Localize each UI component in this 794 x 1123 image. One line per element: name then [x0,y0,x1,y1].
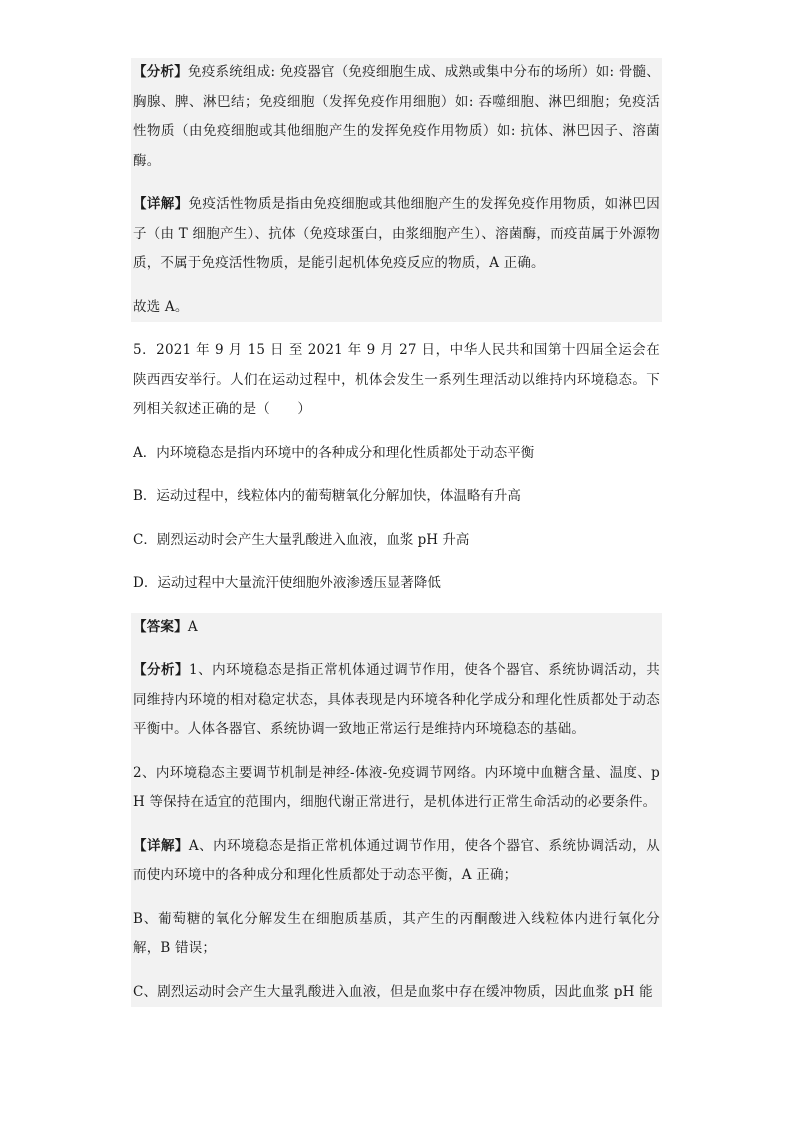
detail-text-2a: A、内环境稳态是指正常机体通过调节作用，使各个器官、系统协调活动，从而使内环境中的各种成分和理化性质都处于动态平衡，A 正确； [133,837,660,883]
detail-paragraph-1 [131,190,662,279]
detail-label: 【详解】 [133,196,189,212]
question-5-stem: 5．2021 年 9 月 15 日 至 2021 年 9 月 27 日，中华人民共和国第十四届全运会在陕西西安举行。人们在运动过程中，机体会发生一系列生理活动以维持内环境稳态。下列相关叙述正确的是（ ） [133,342,660,417]
answer-text: A [187,618,198,635]
analysis-text: 免疫系统组成: 免疫器官（免疫细胞生成、成熟或集中分布的场所）如: 骨髓、胸腺、脾、淋巴结；免疫细胞（发挥免疫作用细胞）如: 吞噬细胞、淋巴细胞；免疫活性物质（由免疫细胞或其他细胞产生的发挥免疫作用物质）如: 抗体、淋巴因子、溶菌酶。 [133,64,661,169]
detail-paragraph-2b: B、葡萄糖的氧化分解发生在细胞质基质，其产生的丙酮酸进入线粒体内进行氧化分解，B 错误； [133,910,660,956]
detail-paragraph-2c: C、剧烈运动时会产生大量乳酸进入血液，但是血浆中存在缓冲物质，因此血浆 pH 能 [133,983,653,1000]
analysis-label: 【分析】 [133,64,188,80]
document-content [131,58,662,1007]
analysis-paragraph-2b: 2、内环境稳态主要调节机制是神经-体液-免疫调节网络。内环境中血糖含量、温度、pH 等保持在适宜的范围内，细胞代谢正常进行，是机体进行正常生命活动的必要条件。 [133,764,660,810]
choice-line: 故选 A。 [133,298,189,315]
question-5-option-c: C．剧烈运动时会产生大量乳酸进入血液，血浆 pH 升高 [133,531,470,548]
analysis-paragraph-1 [131,58,662,176]
analysis-text-2a: 1、内环境稳态是指正常机体通过调节作用，使各个器官、系统协调活动，共同维持内环境的相对稳定状态，具体表现是内环境各种化学成分和理化性质都处于动态平衡中。人体各器官、系统协调一致地正常运行是维持内环境稳态的基础。 [133,662,660,737]
detail-block-2 [131,832,662,1008]
analysis-paragraph-2a [131,656,662,745]
question-5 [131,336,662,599]
answer-label: 【答案】 [133,618,188,635]
question-5-option-a: A．内环境稳态是指内环境中的各种成分和理化性质都处于动态平衡 [133,444,535,461]
analysis-label-2: 【分析】 [133,662,190,678]
answer-line [131,613,662,643]
choice-block-1 [131,293,662,323]
detail-text: 免疫活性物质是指由免疫细胞或其他细胞产生的发挥免疫作用物质，如淋巴因子（由 T 细胞产生）、抗体（免疫球蛋白，由浆细胞产生）、溶菌酶，而疫苗属于外源物质，不属于免疫活性物质，是能引起机体免疫反应的物质，A 正确。 [133,196,660,271]
detail-label-2: 【详解】 [133,837,189,854]
analysis-block-1 [131,58,662,176]
question-5-option-d: D．运动过程中大量流汗使细胞外液渗透压显著降低 [133,575,441,591]
detail-paragraph-2a [131,832,662,891]
analysis-block-2 [131,656,662,818]
answer-block [131,613,662,643]
detail-block-1 [131,190,662,279]
question-5-option-b: B．运动过程中，线粒体内的葡萄糖氧化分解加快，体温略有升高 [133,488,521,504]
